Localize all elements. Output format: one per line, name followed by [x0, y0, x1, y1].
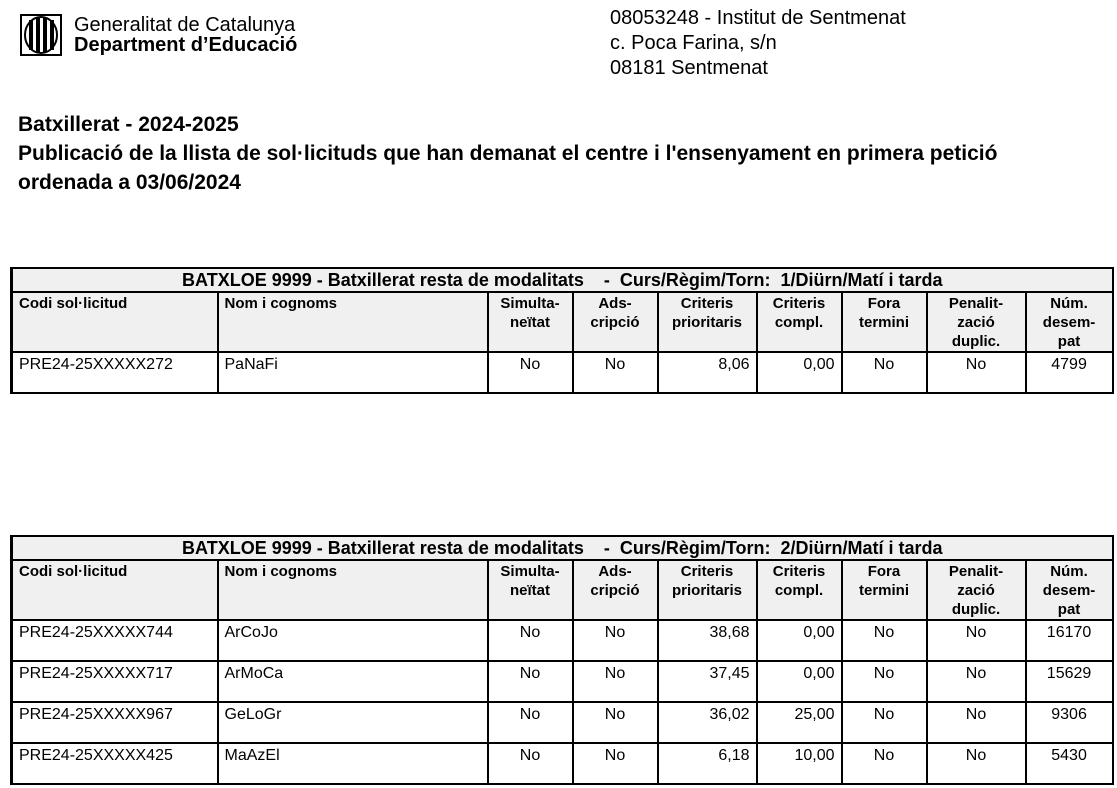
table-cell: No	[488, 702, 573, 743]
table-cell: PRE24-25XXXXX425	[12, 743, 218, 784]
header-row	[12, 292, 1113, 352]
column-header: Criteris prioritaris	[658, 292, 757, 352]
column-header: Ads- cripció	[573, 560, 658, 620]
address-line: c. Poca Farina, s/n	[610, 32, 777, 54]
column-header: Codi sol·licitud	[12, 560, 218, 620]
column-header: Codi sol·licitud	[12, 292, 218, 352]
column-header: Ads- cripció	[573, 292, 658, 352]
address-line: 08053248 - Institut de Sentmenat	[610, 7, 906, 29]
table-cell: No	[842, 743, 927, 784]
table-cell: 16170	[1026, 620, 1113, 661]
column-header: Fora termini	[842, 292, 927, 352]
table-cell: No	[927, 661, 1026, 702]
table-cell: No	[842, 620, 927, 661]
table-cell: No	[842, 702, 927, 743]
table-cell: No	[927, 702, 1026, 743]
table-cell: 0,00	[757, 352, 842, 393]
table-cell: 0,00	[757, 661, 842, 702]
column-header: Simulta- neïtat	[488, 560, 573, 620]
table-cell: No	[927, 743, 1026, 784]
table-cell: PRE24-25XXXXX967	[12, 702, 218, 743]
table-cell: 6,18	[658, 743, 757, 784]
column-header: Núm. desem- pat	[1026, 560, 1113, 620]
column-header: Núm. desem- pat	[1026, 292, 1113, 352]
table-cell: 10,00	[757, 743, 842, 784]
column-header: Penalit- zació duplic.	[927, 560, 1026, 620]
table-cell: 9306	[1026, 702, 1113, 743]
table-cell: ArMoCa	[218, 661, 488, 702]
title-line1: Batxillerat - 2024-2025	[18, 113, 239, 136]
table-cell: PaNaFi	[218, 352, 488, 393]
table-row	[12, 620, 1113, 661]
column-header: Nom i cognoms	[218, 292, 488, 352]
title-line2: Publicació de la llista de sol·licituds que han demanat el centre i l'ensenyament en primera petició ordenada a 03/06/2024	[18, 142, 998, 194]
applications-table	[10, 267, 1114, 394]
table-cell: 38,68	[658, 620, 757, 661]
table-cell: 25,00	[757, 702, 842, 743]
table-cell: PRE24-25XXXXX717	[12, 661, 218, 702]
table-cell: 5430	[1026, 743, 1113, 784]
school-address	[610, 6, 906, 81]
table-cell: No	[842, 352, 927, 393]
table-cell: PRE24-25XXXXX744	[12, 620, 218, 661]
table-cell: No	[573, 702, 658, 743]
table-cell: GeLoGr	[218, 702, 488, 743]
column-header: Nom i cognoms	[218, 560, 488, 620]
column-header: Criteris compl.	[757, 560, 842, 620]
document-title	[18, 110, 1078, 197]
table-row	[12, 743, 1113, 784]
table-cell: No	[573, 743, 658, 784]
header-row	[12, 560, 1113, 620]
table-cell: No	[927, 352, 1026, 393]
table-cell: No	[488, 661, 573, 702]
column-header: Penalit- zació duplic.	[927, 292, 1026, 352]
table-cell: 8,06	[658, 352, 757, 393]
table-cell: No	[488, 620, 573, 661]
table-cell: 15629	[1026, 661, 1113, 702]
table-cell: No	[488, 743, 573, 784]
address-line: 08181 Sentmenat	[610, 57, 768, 79]
table-cell: No	[488, 352, 573, 393]
table-cell: No	[573, 620, 658, 661]
table-caption: BATXLOE 9999 - Batxillerat resta de modalitats - Curs/Règim/Torn: 2/Diürn/Matí i tarda	[12, 536, 1113, 560]
table-row	[12, 702, 1113, 743]
logo-line2: Department d’Educació	[74, 34, 298, 56]
applications-table	[10, 535, 1114, 785]
table-cell: No	[573, 661, 658, 702]
table-cell: No	[927, 620, 1026, 661]
table-cell: ArCoJo	[218, 620, 488, 661]
column-header: Criteris prioritaris	[658, 560, 757, 620]
table-cell: 0,00	[757, 620, 842, 661]
catalan-coat-of-arms-icon	[20, 14, 62, 56]
logo-line1: Generalitat de Catalunya	[74, 14, 296, 36]
column-header: Criteris compl.	[757, 292, 842, 352]
table-row	[12, 661, 1113, 702]
table-cell: No	[573, 352, 658, 393]
table-cell: 36,02	[658, 702, 757, 743]
column-header: Fora termini	[842, 560, 927, 620]
table-cell: 4799	[1026, 352, 1113, 393]
table-cell: PRE24-25XXXXX272	[12, 352, 218, 393]
table-cell: No	[842, 661, 927, 702]
table-cell: MaAzEl	[218, 743, 488, 784]
table-caption: BATXLOE 9999 - Batxillerat resta de modalitats - Curs/Règim/Torn: 1/Diürn/Matí i tarda	[12, 268, 1113, 292]
table-cell: 37,45	[658, 661, 757, 702]
table-row	[12, 352, 1113, 393]
generalitat-logo	[20, 14, 297, 56]
column-header: Simulta- neïtat	[488, 292, 573, 352]
